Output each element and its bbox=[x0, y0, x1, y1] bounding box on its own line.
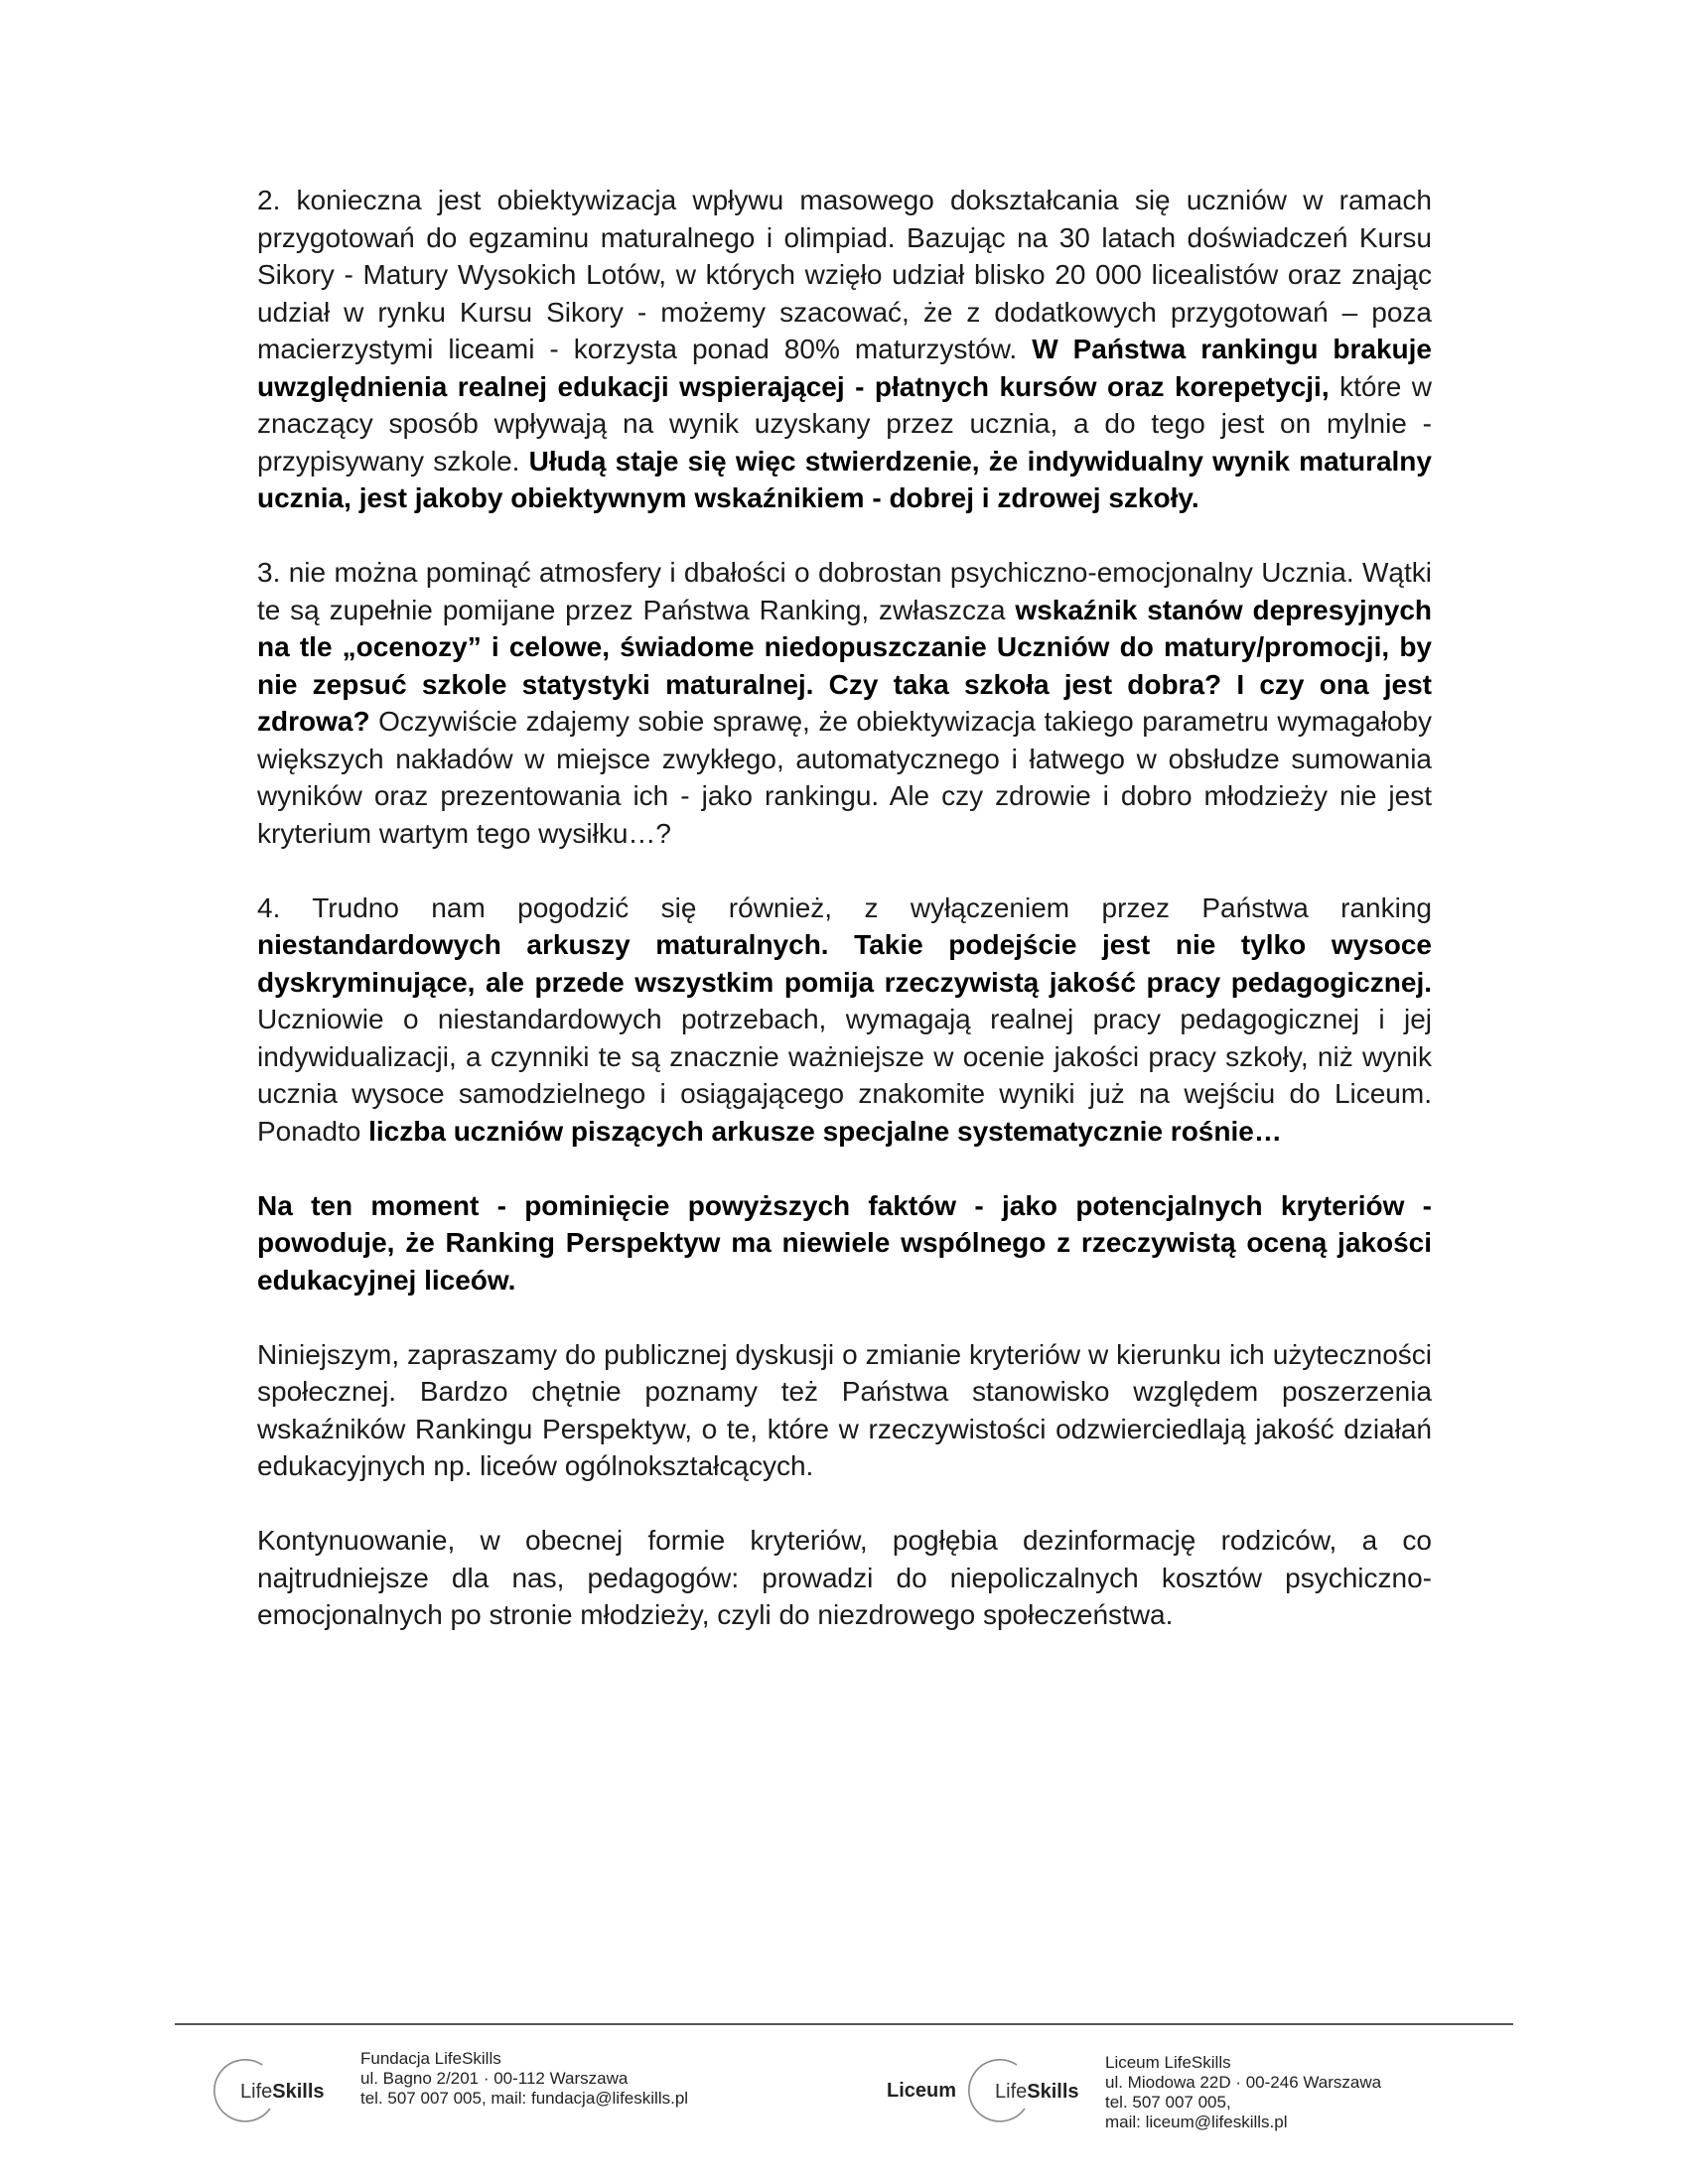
page-footer bbox=[0, 2035, 1688, 2184]
liceum-phone: tel. 507 007 005, bbox=[1105, 2093, 1231, 2112]
paragraph-text: Oczywiście zdajemy sobie sprawę, że obiektywizacja takiego parametru wymagałoby większych nakładów w miejsce zwykłego, automatycznego i łatwego w obsłudze sumowania wyników oraz prezentowania ich - jako rankingu. Ale czy zdrowie i dobro młodzieży nie jest kryterium wartym tego wysiłku…? bbox=[257, 706, 1432, 849]
paragraph-text: 2. konieczna jest obiektywizacja wpływu masowego dokształcania się uczniów w ramach przygotowań do egzaminu maturalnego i olimpiad. Bazując na 30 latach doświadczeń Kursu Sikory - Matury Wysokich Lotów, w których wzięło udział blisko 20 000 licealistów oraz znając udział w rynku Kursu Sikory - możemy szacować, że z dodatkowych przygotowań – poza macierzystymi liceami - korzysta ponad 80% maturzystów. bbox=[257, 185, 1432, 364]
body-paragraph bbox=[257, 182, 1432, 517]
emphasized-text: Ułudą staje się więc stwierdzenie, że indywidualny wynik maturalny ucznia, jest jakoby obiektywnym wskaźnikiem - dobrej i zdrowej szkoły. bbox=[257, 445, 1432, 513]
paragraph-text: 3. nie można pominąć atmosfery i dbałości o dobrostan psychiczno-emocjonalny Ucznia. Wątki te są zupełnie pomijane przez Państwa Ranking, zwłaszcza bbox=[257, 557, 1432, 625]
lifeskills-logo bbox=[211, 2057, 340, 2126]
liceum-mail: mail: liceum@lifeskills.pl bbox=[1105, 2113, 1288, 2131]
logo-text: LifeSkills bbox=[240, 2080, 325, 2103]
letter-body bbox=[257, 182, 1432, 1671]
paragraph-text: Uczniowie o niestandardowych potrzebach, wymagają realnej pracy pedagogicznej i jej indywidualizacji, a czynniki te są znacznie ważniejsze w ocenie jakości pracy szkoły, niż wynik ucznia wysoce samodzielnego i osiągającego znakomite wyniki już na wejściu do Liceum. Ponadto bbox=[257, 1004, 1432, 1147]
body-paragraph bbox=[257, 889, 1432, 1151]
paragraph-text: które w znaczący sposób wpływają na wynik uzyskany przez ucznia, a do tego jest on mylnie - przypisywany szkole. bbox=[257, 370, 1432, 477]
foundation-street: ul. Bagno 2/201 · 00-112 Warszawa bbox=[360, 2069, 629, 2088]
paragraph-text: 4. Trudno nam pogodzić się również, z wyłączeniem przez Państwa ranking bbox=[257, 891, 1432, 923]
body-paragraph bbox=[257, 554, 1432, 852]
emphasized-text: W Państwa rankingu brakuje uwzględnienia realnej edukacji wspierającej - płatnych kursów oraz korepetycji, bbox=[257, 334, 1433, 402]
emphasized-text: Na ten moment - pominięcie powyższych faktów - jako potencjalnych kryteriów - powoduje, że Ranking Perspektyw ma niewiele wspólnego z rzeczywistą oceną jakości edukacyjnej liceów. bbox=[257, 1189, 1432, 1296]
logo-text: LifeSkills bbox=[995, 2080, 1079, 2103]
emphasized-text: liczba uczniów piszących arkusze specjalne systematycznie rośnie… bbox=[368, 1115, 1282, 1147]
liceum-name: Liceum LifeSkills bbox=[1105, 2053, 1231, 2072]
foundation-address bbox=[360, 2049, 688, 2109]
emphasized-text: wskaźnik stanów depresyjnych na tle „ocenozy” i celowe, świadome niedopuszczanie Uczniów do matury/promocji, by nie zepsuć szkole statystyki maturalnej. Czy taka szkoła jest dobra? I czy ona jest zdrowa? bbox=[257, 594, 1433, 737]
emphasized-text: niestandardowych arkuszy maturalnych. Takie podejście jest nie tylko wysoce dyskryminujące, ale przede wszystkim pomija rzeczywistą jakość pracy pedagogicznej. bbox=[257, 929, 1432, 998]
body-paragraph bbox=[257, 1522, 1432, 1634]
liceum-street: ul. Miodowa 22D · 00-246 Warszawa bbox=[1105, 2073, 1382, 2092]
body-paragraph bbox=[257, 1336, 1432, 1485]
liceum-label: Liceum bbox=[887, 2080, 957, 2102]
foundation-contact: tel. 507 007 005, mail: fundacja@lifeskills.pl bbox=[360, 2089, 689, 2108]
footer-divider bbox=[175, 2023, 1513, 2025]
foundation-name: Fundacja LifeSkills bbox=[360, 2049, 501, 2068]
paragraph-text: Niniejszym, zapraszamy do publicznej dyskusji o zmianie kryteriów w kierunku ich użyteczności społecznej. Bardzo chętnie poznamy też Państwa stanowisko względem poszerzenia wskaźników Rankingu Perspektyw, o te, które w rzeczywistości odzwierciedlają jakość działań edukacyjnych np. liceów ogólnokształcących. bbox=[257, 1338, 1432, 1481]
paragraph-text: Kontynuowanie, w obecnej formie kryteriów, pogłębia dezinformację rodziców, a co najtrudniejsze dla nas, pedagogów: prowadzi do niepoliczalnych kosztów psychiczno-emocjonalnych po stronie młodzieży, czyli do niezdrowego społeczeństwa. bbox=[257, 1525, 1432, 1630]
body-paragraph bbox=[257, 1187, 1432, 1299]
liceum-address bbox=[1105, 2053, 1381, 2132]
liceum-lifeskills-logo bbox=[965, 2057, 1094, 2126]
